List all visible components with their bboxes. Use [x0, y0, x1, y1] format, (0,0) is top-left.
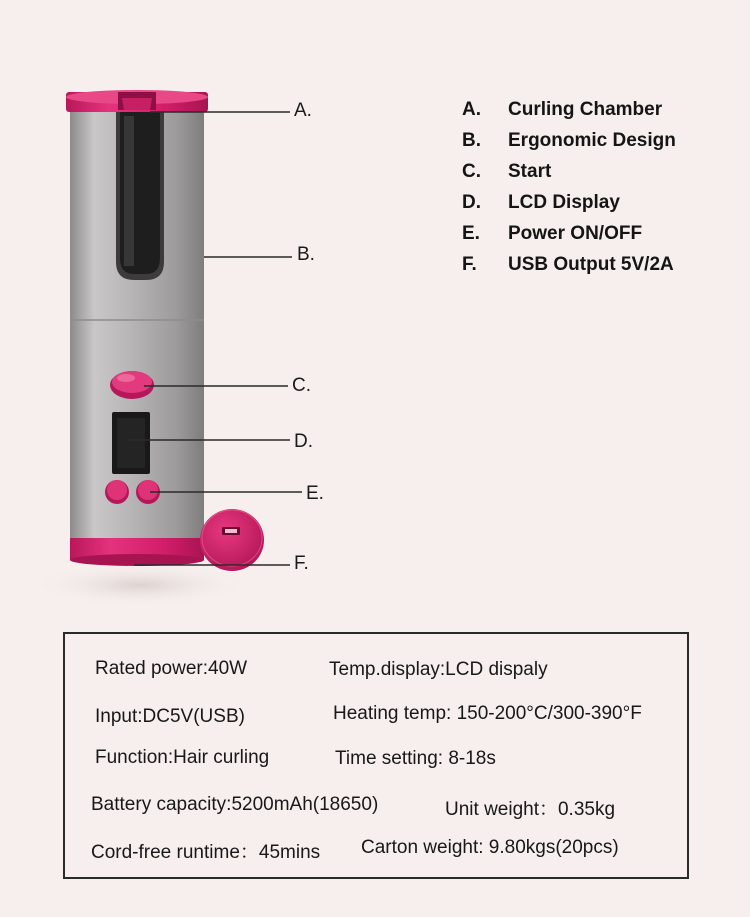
legend-text: LCD Display — [508, 192, 620, 213]
bottom-band — [70, 538, 204, 566]
callout-c: C. — [292, 375, 311, 396]
legend-letter: E. — [462, 223, 480, 244]
spec-carton-weight: Carton weight: 9.80kgs(20pcs) — [361, 837, 619, 858]
legend-text: Start — [508, 161, 552, 182]
specifications-box — [63, 632, 689, 879]
spec-unit-weight: Unit weight：0.35kg — [445, 799, 616, 820]
legend-letter: D. — [462, 192, 481, 213]
feature-legend — [462, 94, 676, 280]
callout-b: B. — [297, 244, 315, 265]
lcd-display — [112, 412, 150, 474]
spec-heating-temp: Heating temp: 150-200°C/300-390°F — [333, 703, 642, 724]
legend-item — [462, 187, 676, 218]
legend-letter: A. — [462, 99, 481, 120]
start-button[interactable] — [110, 371, 154, 399]
floor-shadow — [30, 563, 250, 607]
legend-item — [462, 218, 676, 249]
legend-item — [462, 156, 676, 187]
legend-item — [462, 94, 676, 125]
spec-runtime: Cord-free runtime：45mins — [91, 842, 321, 863]
spec-rated-power: Rated power:40W — [95, 658, 248, 679]
spec-battery: Battery capacity:5200mAh(18650) — [91, 794, 379, 815]
legend-letter: C. — [462, 161, 481, 182]
spec-input: Input:DC5V(USB) — [95, 706, 245, 727]
callout-e: E. — [306, 483, 324, 504]
spec-time-setting: Time setting: 8-18s — [335, 748, 496, 769]
legend-text: Ergonomic Design — [508, 130, 676, 151]
legend-letter: B. — [462, 130, 481, 151]
callout-d: D. — [294, 431, 313, 452]
spec-function: Function:Hair curling — [95, 747, 270, 768]
callout-a: A. — [294, 100, 312, 121]
legend-letter: F. — [462, 254, 477, 275]
legend-item — [462, 249, 676, 280]
curling-chamber-cap — [66, 90, 208, 112]
spec-temp-display: Temp.display:LCD dispaly — [329, 659, 548, 680]
callout-f: F. — [294, 553, 309, 574]
legend-text: Power ON/OFF — [508, 223, 643, 244]
legend-item — [462, 125, 676, 156]
legend-text: USB Output 5V/2A — [508, 254, 674, 275]
legend-text: Curling Chamber — [508, 99, 663, 120]
usb-cap — [200, 509, 264, 571]
